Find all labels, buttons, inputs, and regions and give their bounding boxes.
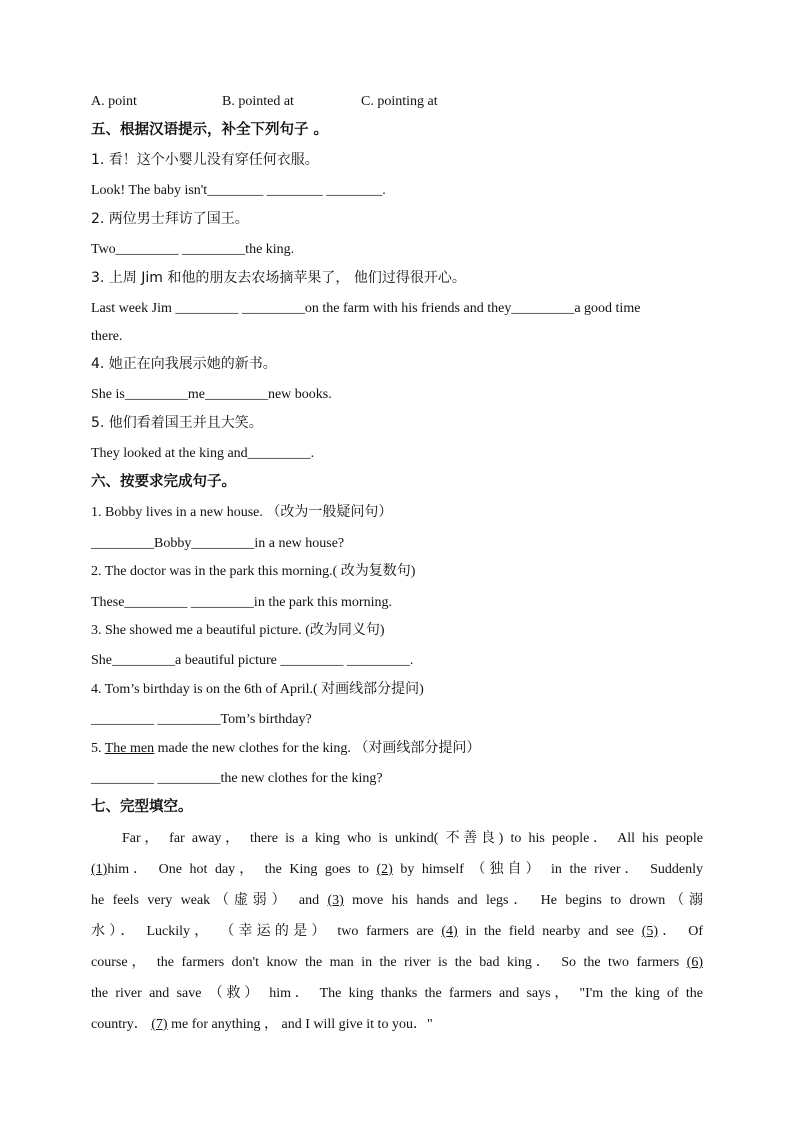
option-b: B. pointed at [222, 94, 294, 109]
cloze-blank: (5) [641, 924, 659, 939]
s6-q4-prompt: 4. Tom’s birthday is on the 6th of April.( 对画线部分提问) [91, 682, 424, 697]
s6-q5-underlined-subject: The men [104, 741, 155, 756]
s6-q4-answer: _________ _________Tom’s birthday? [91, 712, 312, 727]
s6-q2-prompt: 2. The doctor was in the park this morning.( 改为复数句) [91, 564, 416, 579]
s5-q1-chinese: 1. 看！这个小婴儿没有穿任何衣服。 [91, 152, 319, 168]
cloze-text: the river and save （救） him． The king thanks the farmers and says， "I'm the king of the [91, 986, 703, 1001]
s5-q3-english: Last week Jim _________ _________on the farm with his friends and they_________a good time [91, 301, 641, 316]
cloze-line-6 [91, 985, 703, 1003]
s6-q5-answer: _________ _________the new clothes for the king? [91, 771, 383, 786]
cloze-text: me for anything ， and I will give it to you．" [167, 1017, 433, 1032]
cloze-line-5 [91, 954, 703, 972]
cloze-text: by himself （独自） in the river． Suddenly [392, 862, 703, 877]
s5-q5-chinese: 5. 他们看着国王并且大笑。 [91, 415, 263, 431]
option-a: A. point [91, 94, 137, 109]
section7-heading: 七、完型填空。 [91, 799, 193, 815]
cloze-text: him． One hot day， the King goes to [107, 862, 377, 877]
cloze-text: course， the farmers don't know the man in the river is the bad king． So the two farmers [91, 955, 687, 970]
cloze-blank: (1) [91, 862, 108, 877]
s6-q1-prompt: 1. Bobby lives in a new house. （改为一般疑问句） [91, 505, 393, 520]
cloze-text: Far， far away， there is a king who is unkind( 不善良) to his people． All his people [122, 831, 703, 846]
cloze-text: country． [91, 1017, 152, 1032]
s6-q1-answer: _________Bobby_________in a new house? [91, 536, 345, 551]
cloze-blank: (3) [327, 893, 344, 908]
s5-q1-english: Look! The baby isn't________ ________ ________. [91, 183, 386, 198]
s6-q3-prompt: 3. She showed me a beautiful picture. (改为同义句) [91, 623, 385, 638]
cloze-blank: (7) [151, 1017, 168, 1032]
option-c: C. pointing at [361, 94, 438, 109]
cloze-blank: (6) [686, 955, 703, 970]
cloze-line-4 [91, 923, 703, 941]
cloze-text: in the field nearby and see [457, 924, 642, 939]
cloze-blank: (2) [376, 862, 393, 877]
cloze-line-1 [122, 830, 703, 848]
s5-q3-chinese: 3. 上周 Jim 和他的朋友去农场摘苹果了， 他们过得很开心。 [91, 270, 466, 286]
cloze-text: ． Of [658, 924, 704, 939]
cloze-line-2 [91, 861, 703, 879]
section6-heading: 六、按要求完成句子。 [91, 474, 236, 490]
cloze-text: move his hands and legs． He begins to drown（溺 [343, 893, 703, 908]
cloze-blank: (4) [441, 924, 458, 939]
section5-heading: 五、根据汉语提示，补全下列句子 。 [91, 122, 329, 138]
s5-q2-english: Two_________ _________the king. [91, 242, 295, 257]
s5-q4-english: She is_________me_________new books. [91, 387, 332, 402]
s5-q5-english: They looked at the king and_________. [91, 446, 315, 461]
cloze-line-7 [91, 1016, 703, 1034]
s5-q3-english-cont: there. [91, 329, 123, 344]
s6-q5-number: 5. [91, 741, 105, 756]
cloze-line-3 [91, 892, 703, 910]
s6-q3-answer: She_________a beautiful picture _________ _________. [91, 653, 414, 668]
cloze-text: 水）． Luckily， （幸运的是） two farmers are [91, 924, 442, 939]
s5-q2-chinese: 2. 两位男士拜访了国王。 [91, 211, 249, 227]
s5-q4-chinese: 4. 她正在向我展示她的新书。 [91, 356, 277, 372]
s6-q5-prompt [91, 740, 703, 758]
s6-q5-rest: made the new clothes for the king. （对画线部分提问） [154, 741, 481, 756]
s6-q2-answer: These_________ _________in the park this morning. [91, 595, 392, 610]
cloze-text: he feels very weak（虚弱） and [91, 893, 328, 908]
